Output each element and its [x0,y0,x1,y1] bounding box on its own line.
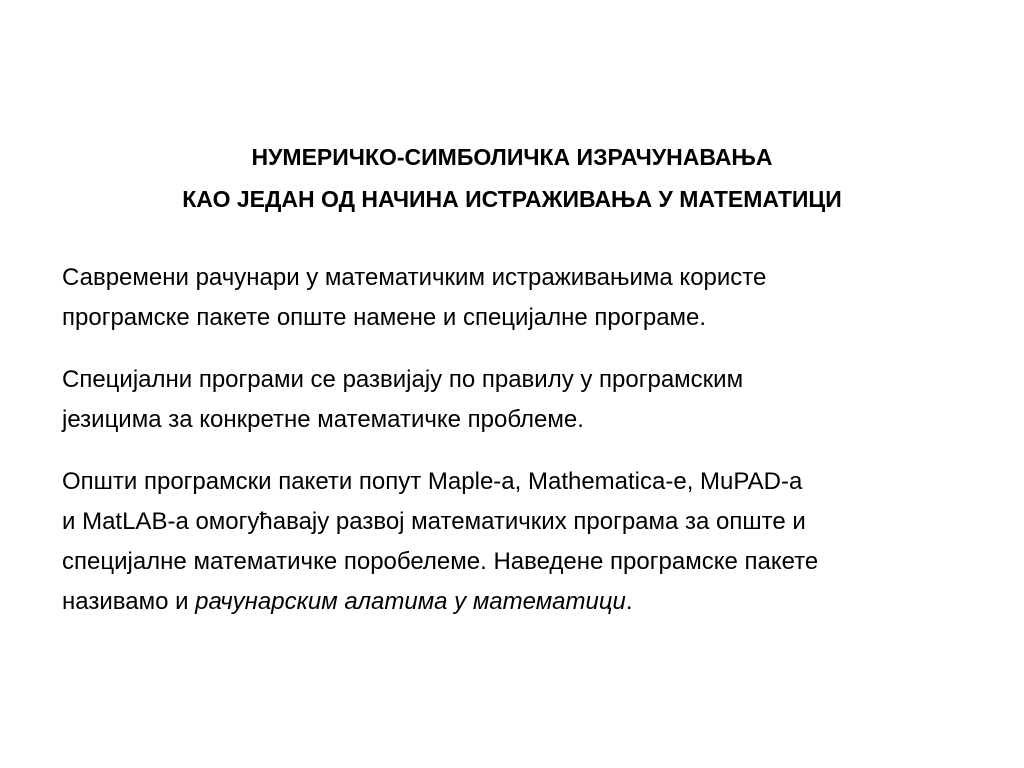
paragraph-2 [62,360,972,440]
paragraph-3-line-4-prefix: називамо и [62,588,196,615]
paragraph-3-line-1: Општи програмски пакети попут Maple-a, Mathematica-e, MuPAD-a [62,468,803,495]
paragraph-3 [62,462,972,622]
paragraph-1-line-1: Савремени рачунари у математичким истраживањима користе [62,264,767,291]
title-line-2: КАО ЈЕДАН ОД НАЧИНА ИСТРАЖИВАЊА У МАТЕМАТИЦИ [182,186,842,212]
title-line-1: НУМЕРИЧКО-СИМБОЛИЧКА ИЗРАЧУНАВАЊА [251,144,773,170]
paragraph-3-line-3: специјалне математичке поробелеме. Наведене програмске пакете [62,548,819,575]
paragraph-2-line-1: Специјални програми се развијају по правилу у програмским [62,366,744,393]
slide-title [0,136,1024,220]
paragraph-3-line-2: и MatLAB-a омогућавају развој математичких програма за опште и [62,508,806,535]
slide-body [62,258,972,644]
paragraph-1 [62,258,972,338]
paragraph-1-line-2: програмске пакете опште намене и специјалне програме. [62,304,707,331]
paragraph-3-emphasis: рачунарским алатима у математици [195,588,626,615]
paragraph-2-line-2: језицима за конкретне математичке проблеме. [62,406,584,433]
paragraph-3-line-4 [62,582,972,622]
paragraph-3-line-4-suffix: . [625,588,633,615]
